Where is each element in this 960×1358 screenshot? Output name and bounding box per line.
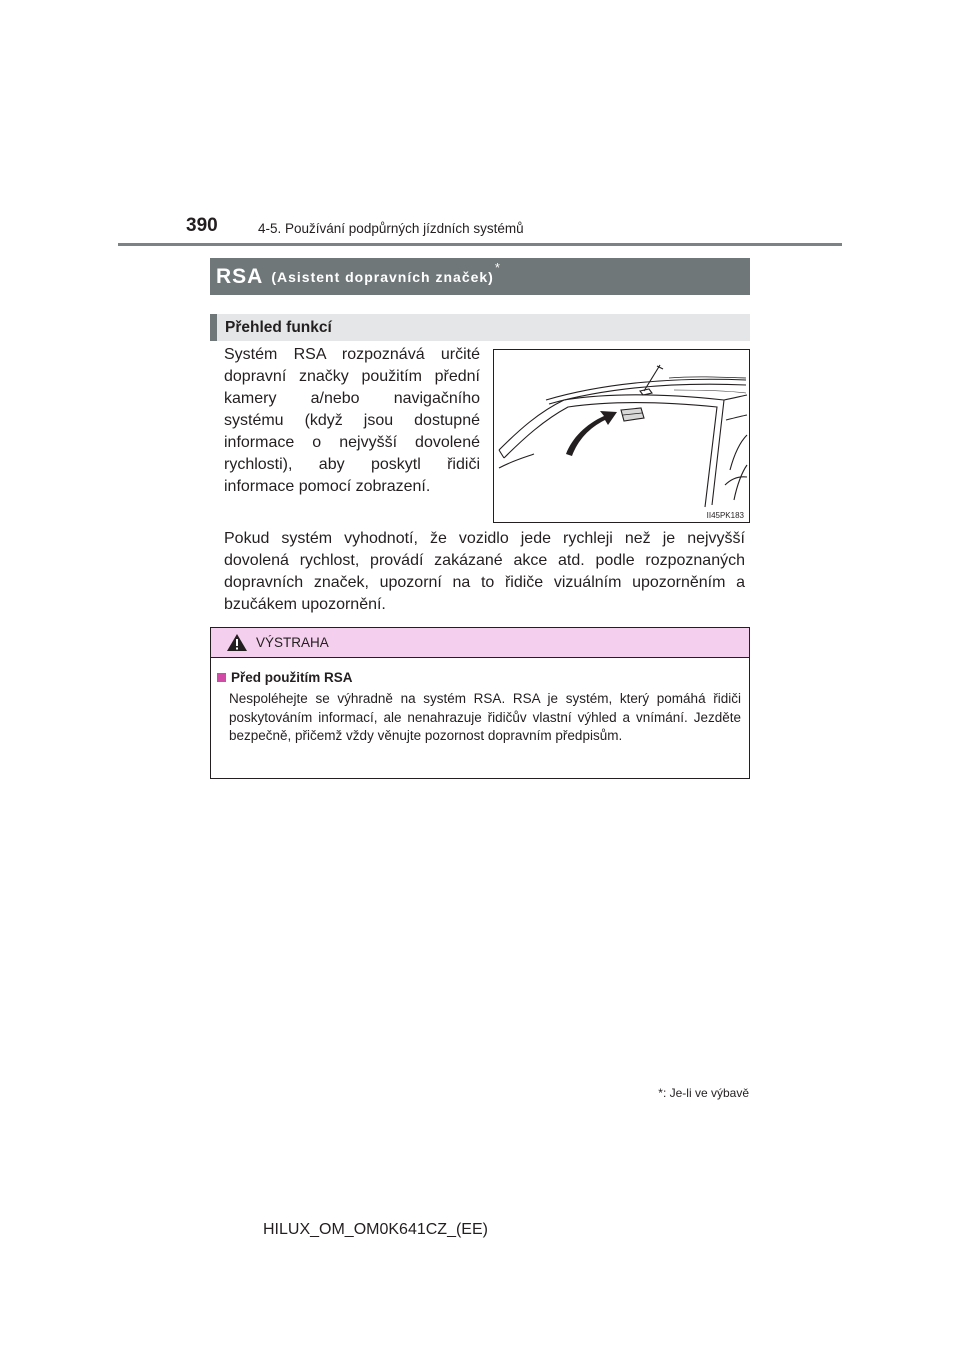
document-id: HILUX_OM_OM0K641CZ_(EE) <box>263 1221 488 1238</box>
footnote <box>658 1086 749 1100</box>
warning-item-heading <box>217 670 353 685</box>
page-number: 390 <box>186 215 218 236</box>
body-paragraph: Pokud systém vyhodnotí, že vozidlo jede rychleji než je nejvyšší dovolená rychlost, provádí zakázané akce atd. podle rozpoznaných dopravních značek, upozorní na to řidiče vizuálním upozorněním a bzučákem upozornění. <box>224 530 745 613</box>
subsection-title: Přehled funkcí <box>225 318 332 336</box>
footnote-text: : Je-li ve výbavě <box>662 1086 749 1100</box>
warning-item-title: Před použitím RSA <box>231 670 353 685</box>
section-star: * <box>494 260 500 275</box>
windshield-camera-illustration <box>494 350 749 522</box>
figure-windshield <box>493 349 750 523</box>
warning-triangle-icon <box>226 633 248 652</box>
footnote-star: * <box>658 1086 663 1100</box>
section-title: RSA <box>216 264 264 288</box>
warning-text: Nespoléhejte se výhradně na systém RSA. RSA je systém, který pomáhá řidiči poskytováním informací, ale nenahrazuje řidičův vlastní výhled a vnímání. Jezděte bezpečně, přičemž vždy věnujte pozornost dopravním předpisům. <box>229 691 741 743</box>
header-rule <box>118 243 842 246</box>
warning-title: VÝSTRAHA <box>256 635 329 650</box>
warning-box <box>210 627 750 779</box>
warning-header <box>211 628 749 658</box>
subsection-bar <box>210 314 750 341</box>
section-title-bar <box>210 258 750 295</box>
intro-text: Systém RSA rozpoznává určité dopravní značky použitím přední kamery a/nebo navigačního systému (když jsou dostupné informace o nejvyšší dovolené rychlosti), aby poskytl řidiči informace pomocí zobrazení. <box>224 346 480 495</box>
chapter-title: 4-5. Používání podpůrných jízdních systémů <box>258 221 524 236</box>
square-bullet-icon <box>217 673 226 682</box>
section-subtitle: (Asistent dopravních značek) <box>271 268 494 285</box>
figure-code: II45PK183 <box>706 511 744 520</box>
